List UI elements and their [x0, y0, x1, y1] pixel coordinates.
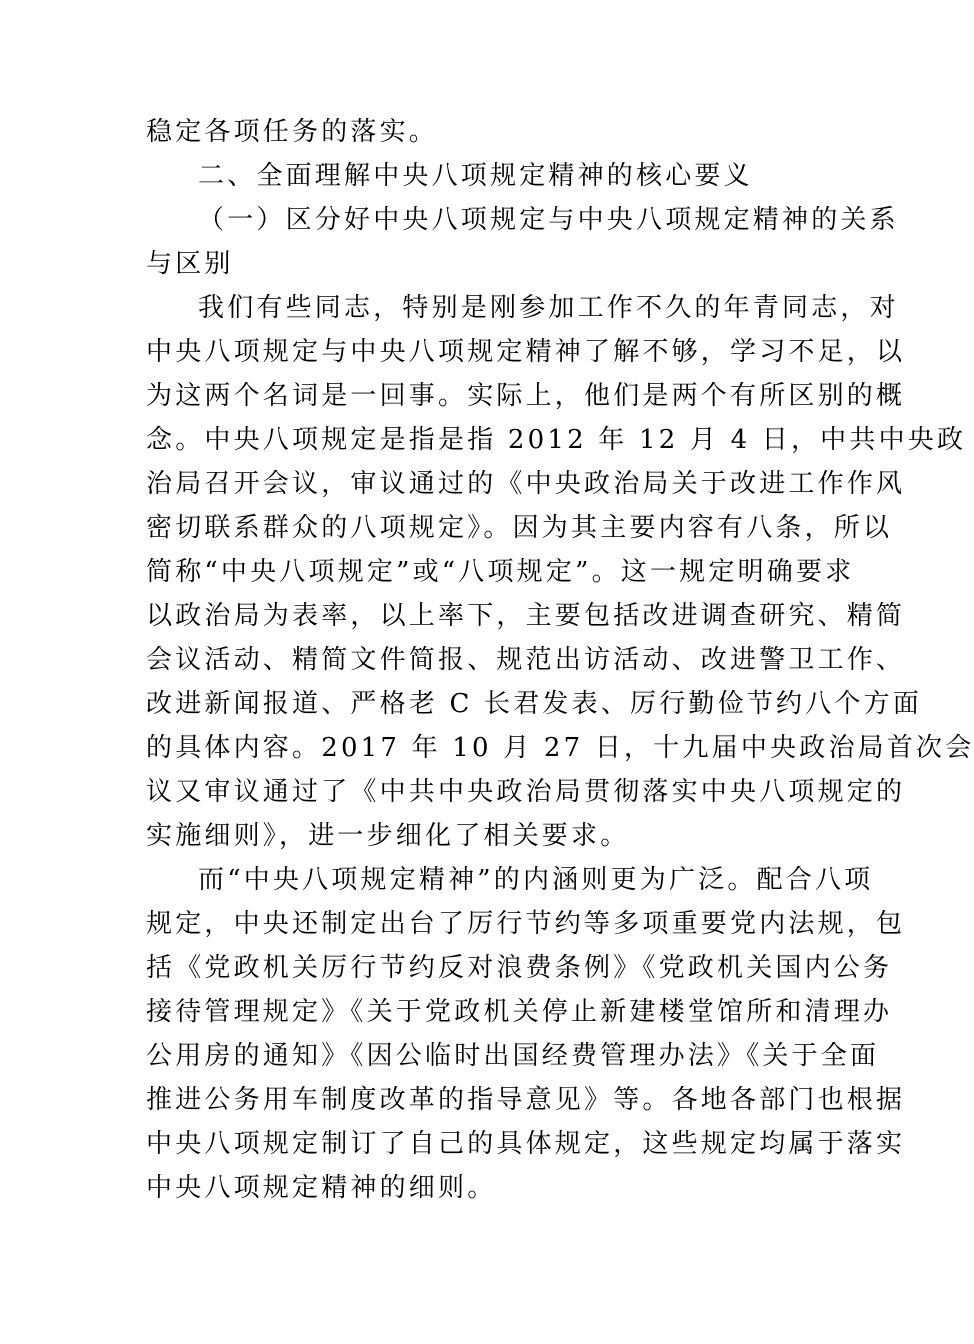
subsection-heading: （一）区分好中央八项规定与中央八项规定精神的关系	[198, 205, 899, 235]
text-line: 改进新闻报道、严格老 C 长君发表、厉行勤俭节约八个方面	[146, 689, 923, 719]
text-line: 而“中央八项规定精神”的内涵则更为广泛。配合八项	[198, 865, 874, 895]
text-line: 中央八项规定制订了自己的具体规定，这些规定均属于落实	[146, 1129, 906, 1159]
text-line: 治局召开会议，审议通过的《中央政治局关于改进工作作风	[146, 469, 906, 499]
text-line: 中央八项规定精神的细则。	[146, 1173, 497, 1203]
text-line: 简称“中央八项规定”或“八项规定”。这一规定明确要求	[146, 557, 855, 587]
text-line: 规定，中央还制定出台了厉行节约等多项重要党内法规，包	[146, 909, 906, 939]
text-line: 括《党政机关厉行节约反对浪费条例》《党政机关国内公务	[146, 953, 893, 983]
text-line: 的具体内容。2017 年 10 月 27 日，十九届中央政治局首次会	[146, 733, 974, 763]
text-line: 念。中央八项规定是指是指 2012 年 12 月 4 日，中共中央政	[146, 425, 967, 455]
text-line: 以政治局为表率，以上率下，主要包括改进调查研究、精简	[146, 601, 906, 631]
text-line: 中央八项规定与中央八项规定精神了解不够，学习不足，以	[146, 337, 906, 367]
text-line: 推进公务用车制度改革的指导意见》等。各地各部门也根据	[146, 1085, 906, 1115]
text-line: 稳定各项任务的落实。	[146, 117, 439, 147]
text-line: 公用房的通知》《因公临时出国经费管理办法》《关于全面	[146, 1041, 880, 1071]
text-line: 我们有些同志，特别是刚参加工作不久的年青同志，对	[198, 293, 899, 323]
text-line: 会议活动、精简文件简报、规范出访活动、改进警卫工作、	[146, 645, 906, 675]
subsection-heading-continued: 与区别	[146, 249, 234, 279]
text-line: 议又审议通过了《中共中央政治局贯彻落实中央八项规定的	[146, 777, 906, 807]
text-line: 接待管理规定》《关于党政机关停止新建楼堂馆所和清理办	[146, 997, 893, 1027]
text-line: 为这两个名词是一回事。实际上，他们是两个有所区别的概	[146, 381, 906, 411]
section-heading: 二、全面理解中央八项规定精神的核心要义	[198, 161, 753, 191]
text-line: 实施细则》，进一步细化了相关要求。	[146, 821, 630, 851]
text-line: 密切联系群众的八项规定》。因为其主要内容有八条，所以	[146, 513, 893, 543]
